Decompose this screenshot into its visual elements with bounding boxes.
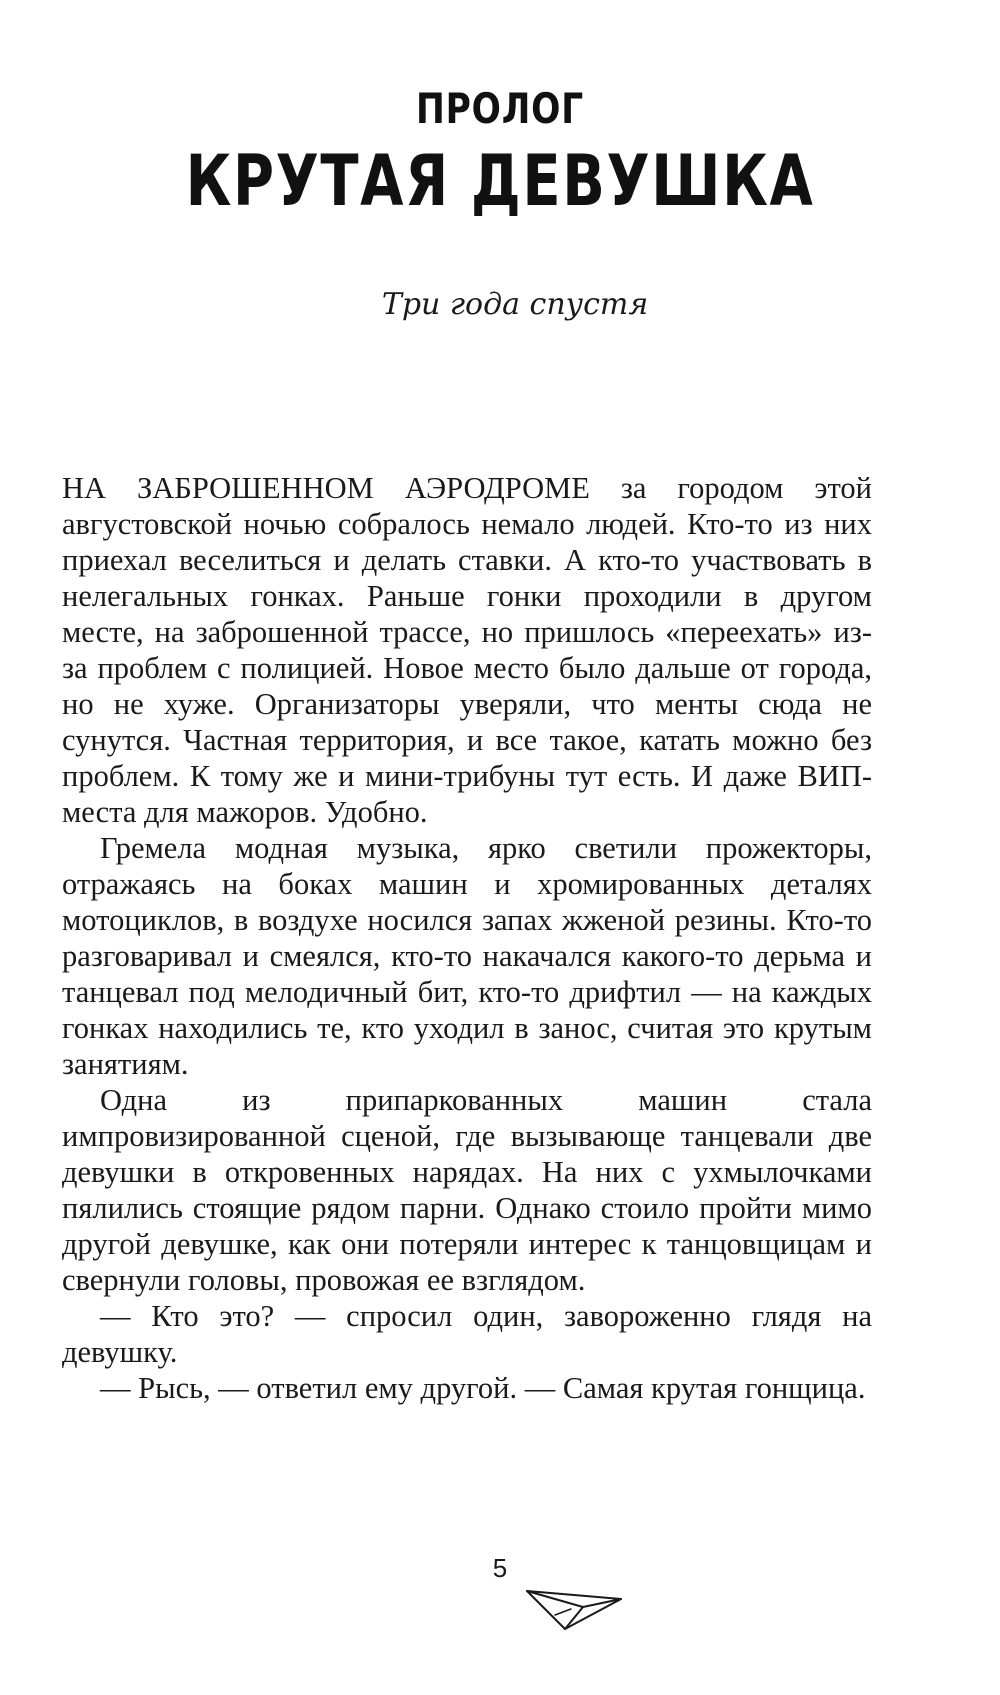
chapter-label: ПРОЛОГ — [415, 84, 585, 133]
chapter-title: КРУТАЯ ДЕВУШКА — [185, 140, 815, 222]
paragraph-1: НА ЗАБРОШЕННОМ АЭРОДРОМЕ за городом этой августовской ночью собралось немало людей. Кто-то из них приехал веселиться и делать ставки. А кто-то участвовать в нелегальных гонках. Раньше гонки проходили в другом месте, на заброшенной трассе, но пришлось «переехать» из-за проблем с полицией. Новое место было дальше от города, но не хуже. Организаторы уверяли, что менты сюда не сунутся. Частная территория, и все такое, катать можно без проблем. К тому же и мини-трибуны тут есть. И даже ВИП-места для мажоров. Удобно. — [62, 471, 872, 829]
paragraph-2: Гремела модная музыка, ярко светили прожекторы, отражаясь на боках машин и хромированных деталях мотоциклов, в воздухе носился запах жженой резины. Кто-то разговаривал и смеялся, кто-то накачался какого-то дерьма и танцевал под мелодичный бит, кто-то дрифтил — на каждых гонках находились те, кто уходил в занос, считая это крутым занятиям. — [62, 831, 872, 1081]
paper-plane-icon — [525, 1585, 625, 1633]
paragraph-4: — Кто это? — спросил один, завороженно глядя на девушку. — [62, 1299, 872, 1369]
chapter-subtitle: Три года спустя — [381, 287, 649, 322]
body-text — [62, 470, 872, 1406]
paragraph-5: — Рысь, — ответил ему другой. — Самая крутая гонщица. — [100, 1371, 866, 1405]
page-number: 5 — [492, 1553, 508, 1583]
paragraph-3: Одна из припаркованных машин стала импровизированной сценой, где вызывающе танцевали две девушки в откровенных нарядах. На них с ухмылочками пялились стоящие рядом парни. Однако стоило пройти мимо другой девушке, как они потеряли интерес к танцовщицам и свернули головы, провожая ее взглядом. — [62, 1083, 872, 1297]
